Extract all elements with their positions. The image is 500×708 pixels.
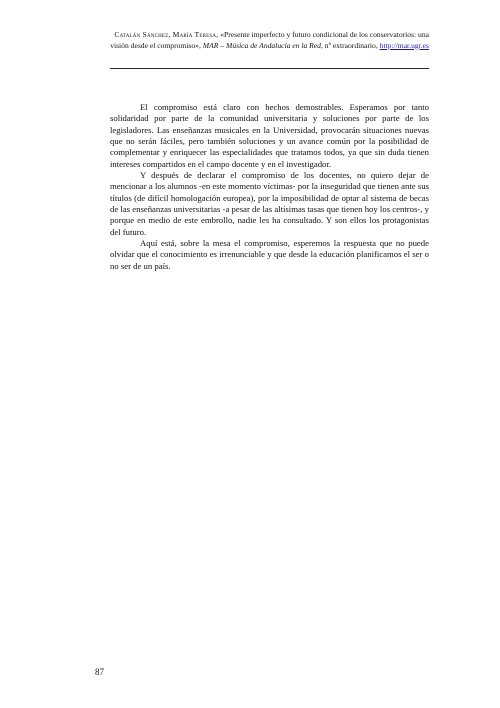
page-number: 87 — [95, 667, 104, 677]
article-body — [110, 102, 429, 272]
paragraph: Aquí está, sobre la mesa el compromiso, esperemos la respuesta que no puede olvidar que el conocimiento es irrenunciable y que desde la educación planificamos el ser o no ser de un país. — [110, 238, 429, 271]
running-header — [110, 30, 429, 51]
paragraph: El compromiso está claro con hechos demostrables. Esperamos por tanto solidaridad por parte de la comunidad universitaria y soluciones por parte de los legisladores. Las enseñanzas musicales en la Universidad, provocarán situaciones nuevas que no serán fáciles, pero también soluciones y un avance común por la posibilidad de complementar y enriquecer las especialidades que tratamos todos, ya que sin duda tienen intereses compartidos en el campo docente y en el investigador. — [110, 102, 429, 169]
header-journal: MAR – Música de Andalucía en la Red — [202, 40, 321, 50]
header-divider — [110, 68, 429, 69]
paragraph: Y después de declarar el compromiso de los docentes, no quiero dejar de mencionar a los alumnos -en este momento víctimas- por la inseguridad que tienen ante sus títulos (de difícil homologación europea), por la imposibilidad de optar al sistema de becas de las enseñanzas universitarias -a pesar de las altísimas tasas que tienen hoy los centros-, y porque en medio de este embrollo, nadie les ha consultado. Y son ellos los protagonistas del futuro. — [110, 170, 429, 237]
header-article-title: «Presente imperfecto y futuro condicional de los conservatorios: una visión desde el compromiso», — [110, 30, 429, 50]
header-issue: , nº extraordinario, — [320, 40, 378, 50]
header-url-link[interactable]: http://mar.ugr.es — [379, 40, 429, 50]
header-author: Catalán Sánchez, María Teresa, — [114, 30, 219, 39]
